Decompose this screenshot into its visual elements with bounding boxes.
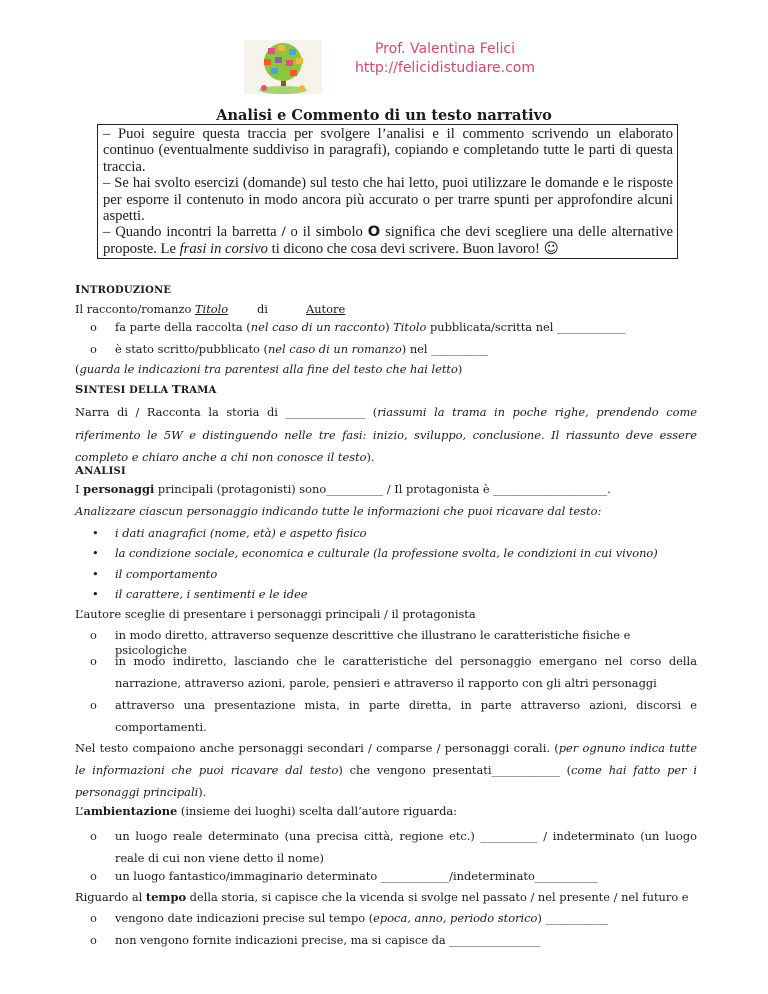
- list-item: • la condizione sociale, economica e culturale (la professione svolta, le condizioni in cui vivono): [92, 546, 658, 560]
- list-item: o attraverso una presentazione mista, in parte diretta, in parte attraverso azioni, discorsi e comportamenti.: [90, 698, 697, 734]
- site-url[interactable]: http://felicidistudiare.com: [355, 60, 535, 76]
- author-name: Prof. Valentina Felici: [374, 41, 515, 57]
- ambientazione-line: L’ambientazione (insieme dei luoghi) scelta dall’autore riguarda:: [75, 804, 458, 818]
- smiley-icon: ☺: [543, 239, 559, 257]
- intro-option-1: o fa parte della raccolta (nel caso di un racconto) Titolo pubblicata/scritta nel ____________: [90, 320, 626, 334]
- list-item: o un luogo reale determinato (una precisa città, regione etc.) __________ / indeterminato (un luogo reale di cui non viene detto il nome): [90, 829, 697, 865]
- intro-heading: INTRODUZIONE: [75, 282, 172, 296]
- bullet-dot: •: [92, 567, 99, 581]
- secondari-text: Nel testo compaiono anche personaggi secondari / comparse / personaggi corali. (per ognuno indica tutte le informazioni che puoi ricavare dal testo) che vengono presentati____________ (come hai fatto per i personaggi principali).: [75, 741, 698, 799]
- personaggi-instruction: Analizzare ciascun personaggio indicando tutte le informazioni che puoi ricavare dal testo:: [75, 504, 602, 518]
- list-item: o un luogo fantastico/immaginario determinato ____________/indeterminato___________: [90, 869, 598, 883]
- list-item: • il comportamento: [92, 567, 218, 581]
- presentazione-intro: L’autore sceglie di presentare i personaggi principali / il protagonista: [75, 607, 476, 621]
- personaggi-line: I personaggi principali (protagonisti) sono__________ / Il protagonista è ____________________.: [75, 482, 611, 496]
- bullet-circle: O: [367, 223, 381, 241]
- instruction-1: – Puoi seguire questa traccia per svolgere l’analisi e il commento scrivendo un elaborato continuo (eventualmente suddiviso in paragrafi), copiando e completando tutte le parti di questa traccia.: [103, 126, 673, 175]
- intro-autore: Autore: [306, 302, 346, 316]
- instruction-3: – Quando incontri la barretta / o il simbolo O significa che devi scegliere una delle alternative proposte. Le frasi in corsivo ti dicono che cosa devi scrivere. Buon lavoro! ☺: [103, 223, 674, 257]
- instruction-2: – Se hai svolto esercizi (domande) sul testo che hai letto, puoi utilizzare le domande e le risposte per esporre il contenuto in modo ancora più accurato o per trarre spunti per approfondire alcuni aspetti.: [103, 175, 673, 225]
- sintesi-heading: SINTESI DELLA TRAMA: [75, 382, 217, 396]
- list-item: • i dati anagrafici (nome, età) e aspetto fisico: [92, 526, 367, 540]
- list-item: o in modo diretto, attraverso sequenze descrittive che illustrano le caratteristiche fisiche e psicologiche: [90, 628, 631, 657]
- bullet-dot: •: [92, 587, 99, 601]
- intro-di: di: [257, 302, 268, 316]
- bullet-dot: •: [92, 526, 99, 540]
- list-item: • il carattere, i sentimenti e le idee: [92, 587, 308, 601]
- intro-option-2: o è stato scritto/pubblicato (nel caso di un romanzo) nel __________: [90, 342, 489, 356]
- page-title: Analisi e Commento di un testo narrativo: [216, 107, 552, 124]
- sintesi-text: Narra di / Racconta la storia di ______________ (riassumi la trama in poche righe, prendendo come riferimento le 5W e distinguendo nelle tre fasi: inizio, sviluppo, conclusione. Il riassunto deve essere completo e chiaro anche a chi non conosce il testo).: [75, 405, 697, 464]
- site-header: [330, 40, 560, 78]
- tree-logo: [244, 40, 322, 94]
- analisi-heading: ANALISI: [75, 463, 126, 477]
- tempo-line: Riguardo al tempo della storia, si capisce che la vicenda si svolge nel passato / nel presente / nel futuro e: [75, 890, 689, 904]
- list-item: o in modo indiretto, lasciando che le caratteristiche del personaggio emergano nel corso della narrazione, attraverso azioni, parole, pensieri e attraverso il rapporto con gli altri personaggi: [90, 654, 697, 690]
- list-item: o non vengono fornite indicazioni precise, ma si capisce da ________________: [90, 933, 541, 947]
- bullet-dot: •: [92, 546, 99, 560]
- instructions-box: [97, 124, 678, 259]
- list-item: o vengono date indicazioni precise sul tempo (epoca, anno, periodo storico) ___________: [90, 911, 609, 925]
- intro-note: (guarda le indicazioni tra parentesi alla fine del testo che hai letto): [75, 362, 463, 376]
- intro-line: Il racconto/romanzo Titolo: [75, 302, 229, 316]
